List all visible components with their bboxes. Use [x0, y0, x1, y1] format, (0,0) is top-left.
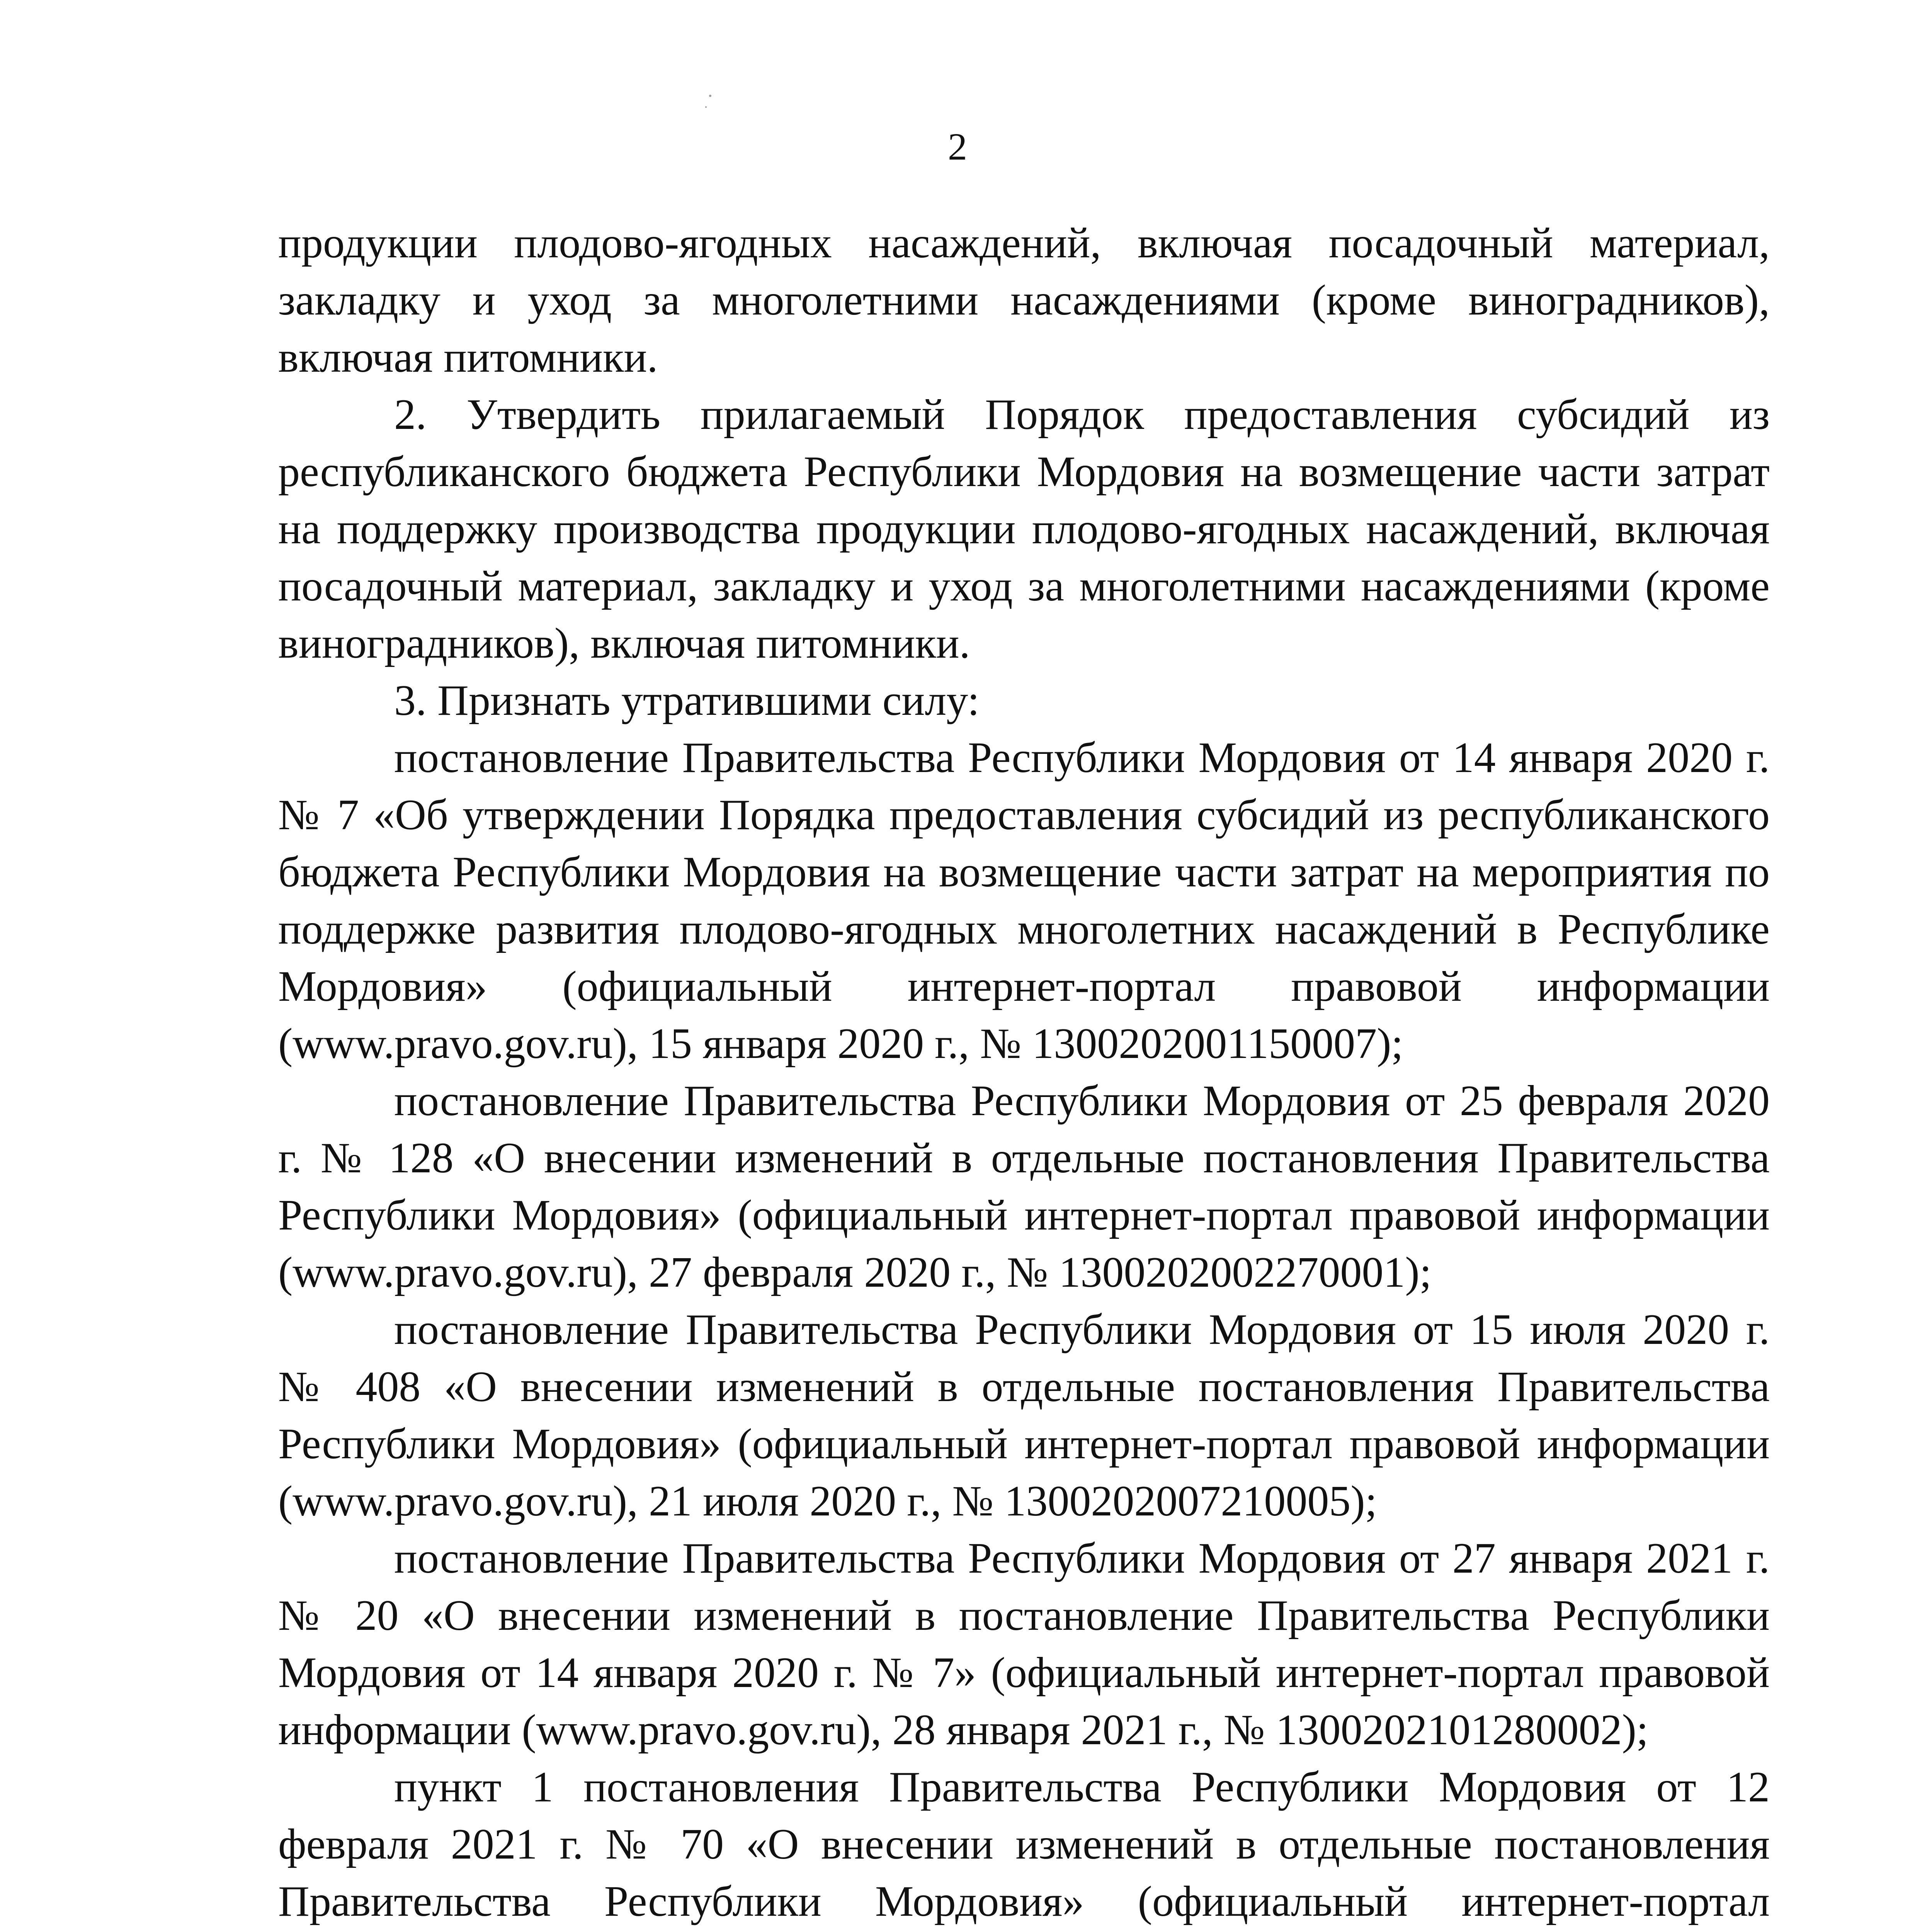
paragraph-continuation: продукции плодово-ягодных насаждений, включая посадочный материал, закладку и уход за многолетними насаждениями (кроме виноградников), включая питомники. — [278, 219, 1770, 381]
document-body — [278, 214, 1770, 1932]
repealed-act-5: пункт 1 постановления Правительства Республики Мордовия от 12 февраля 2021 г. № 70 «О внесении изменений в отдельные постановления Правительства Республики Мордовия» (официальный интернет-портал — [278, 1763, 1770, 1925]
scan-speck — [709, 95, 711, 97]
repealed-act-4: постановление Правительства Республики Мордовия от 27 января 2021 г. № 20 «О внесении изменений в постановление Правительства Республики Мордовия от 14 января 2020 г. № 7» (официальный интернет-портал правовой информации (www.pravo.gov.ru), 28 января 2021 г., № 1300202101280002); — [278, 1534, 1770, 1754]
paragraph-item-2: 2. Утвердить прилагаемый Порядок предоставления субсидий из республиканского бюджета Республики Мордовия на возмещение части затрат на поддержку производства продукции плодово-ягодных насаждений, включая посадочный материал, закладку и уход за многолетними насаждениями (кроме виноградников), включая питомники. — [278, 391, 1770, 667]
repealed-act-1: постановление Правительства Республики Мордовия от 14 января 2020 г. № 7 «Об утверждении Порядка предоставления субсидий из республиканского бюджета Республики Мордовия на возмещение части затрат на мероприятия по поддержке развития плодово-ягодных многолетних насаждений в Республике Мордовия» (официальный интернет-портал правовой информации (www.pravo.gov.ru), 15 января 2020 г., № 1300202001150007); — [278, 734, 1770, 1068]
paragraph-item-3: 3. Признать утратившими силу: — [394, 677, 980, 724]
repealed-act-3: постановление Правительства Республики Мордовия от 15 июля 2020 г. № 408 «О внесении изменений в отдельные постановления Правительства Республики Мордовия» (официальный интернет-портал правовой информации (www.pravo.gov.ru), 21 июля 2020 г., № 1300202007210005); — [278, 1306, 1770, 1525]
scan-speck — [705, 106, 707, 108]
page-number: 2 — [948, 125, 967, 168]
repealed-act-2: постановление Правительства Республики Мордовия от 25 февраля 2020 г. № 128 «О внесении изменений в отдельные постановления Правительства Республики Мордовия» (официальный интернет-портал правовой информации (www.pravo.gov.ru), 27 февраля 2020 г., № 1300202002270001); — [278, 1077, 1770, 1296]
